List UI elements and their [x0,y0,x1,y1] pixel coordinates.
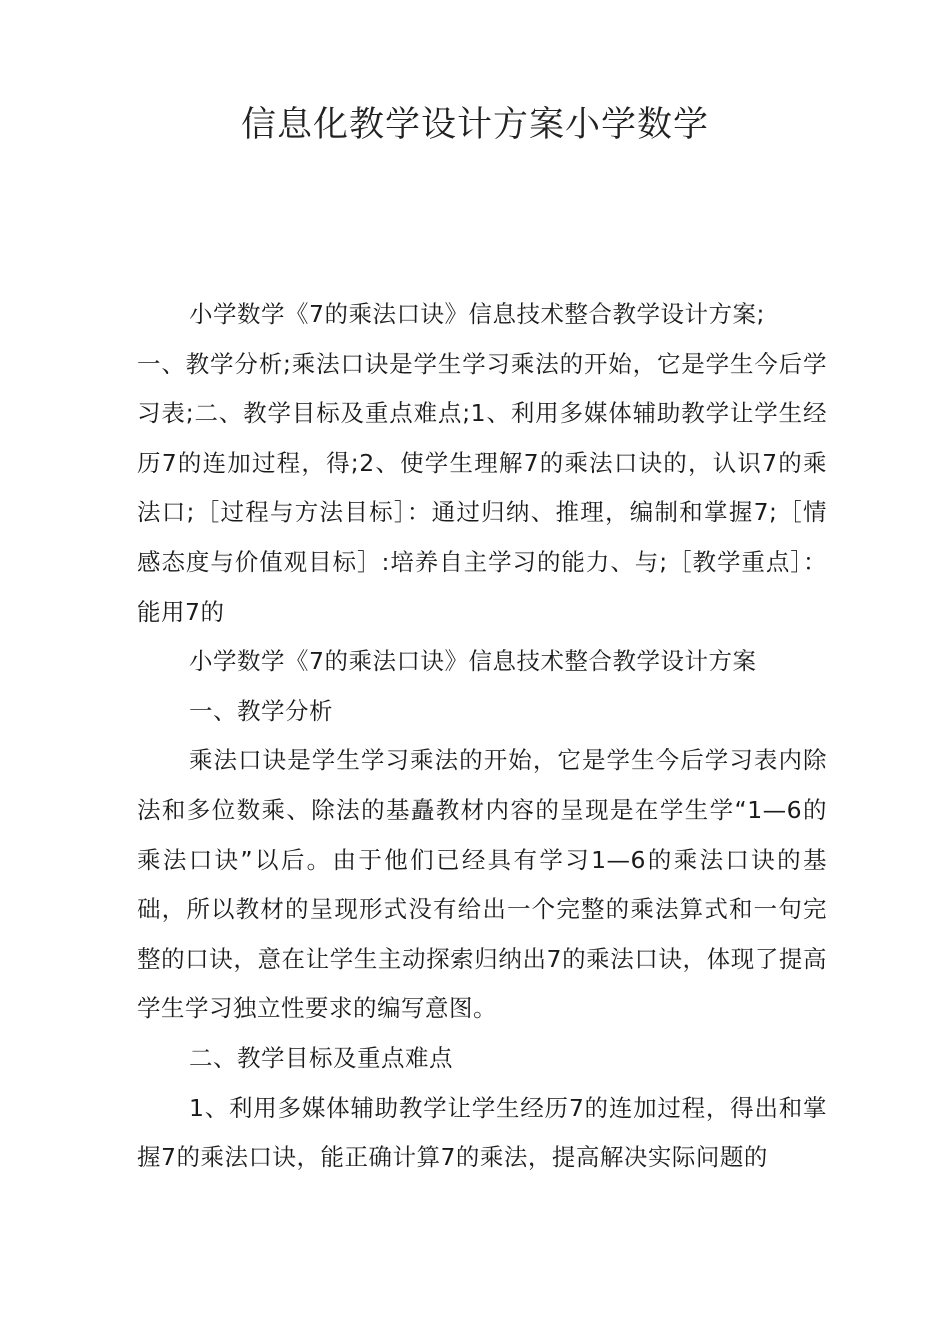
section-title: 小学数学《7的乘法口诀》信息技术整合教学设计方案 [189,647,757,676]
heading-objectives: 二、教学目标及重点难点 [189,1043,453,1072]
document-body [137,290,827,1183]
summary-paragraph: 一、教学分析;乘法口诀是学生学习乘法的开始，它是学生今后学习表;二、教学目标及重点难点;1、利用多媒体辅助教学让学生经历7的连加过程，得;2、使学生理解7的乘法口诀的，认识7的乘法口;［过程与方法目标］：通过归纳、推理，编制和掌握7;［情感态度与价值观目标］:培养自主学习的能力、与;［教学重点］：能用7的 [137,349,827,626]
objective-paragraph-1: 1、利用多媒体辅助教学让学生经历7的连加过程，得出和掌握7的乘法口诀，能正确计算7的乘法，提高解决实际问题的 [137,1093,827,1172]
document-title: 信息化教学设计方案小学数学 [240,105,709,145]
heading-teaching-analysis: 一、教学分析 [189,696,333,725]
teaching-analysis-paragraph: 乘法口诀是学生学习乘法的开始，它是学生今后学习表内除法和多位数乘、除法的基矗教材内容的呈现是在学生学“1—6的乘法口诀”以后。由于他们已经具有学习1—6的乘法口诀的基础，所以教材的呈现形式没有给出一个完整的乘法算式和一句完整的口诀，意在让学生主动探索归纳出7的乘法口诀，体现了提高学生学习独立性要求的编写意图。 [137,746,827,1023]
summary-heading: 小学数学《7的乘法口诀》信息技术整合教学设计方案; [189,300,765,328]
